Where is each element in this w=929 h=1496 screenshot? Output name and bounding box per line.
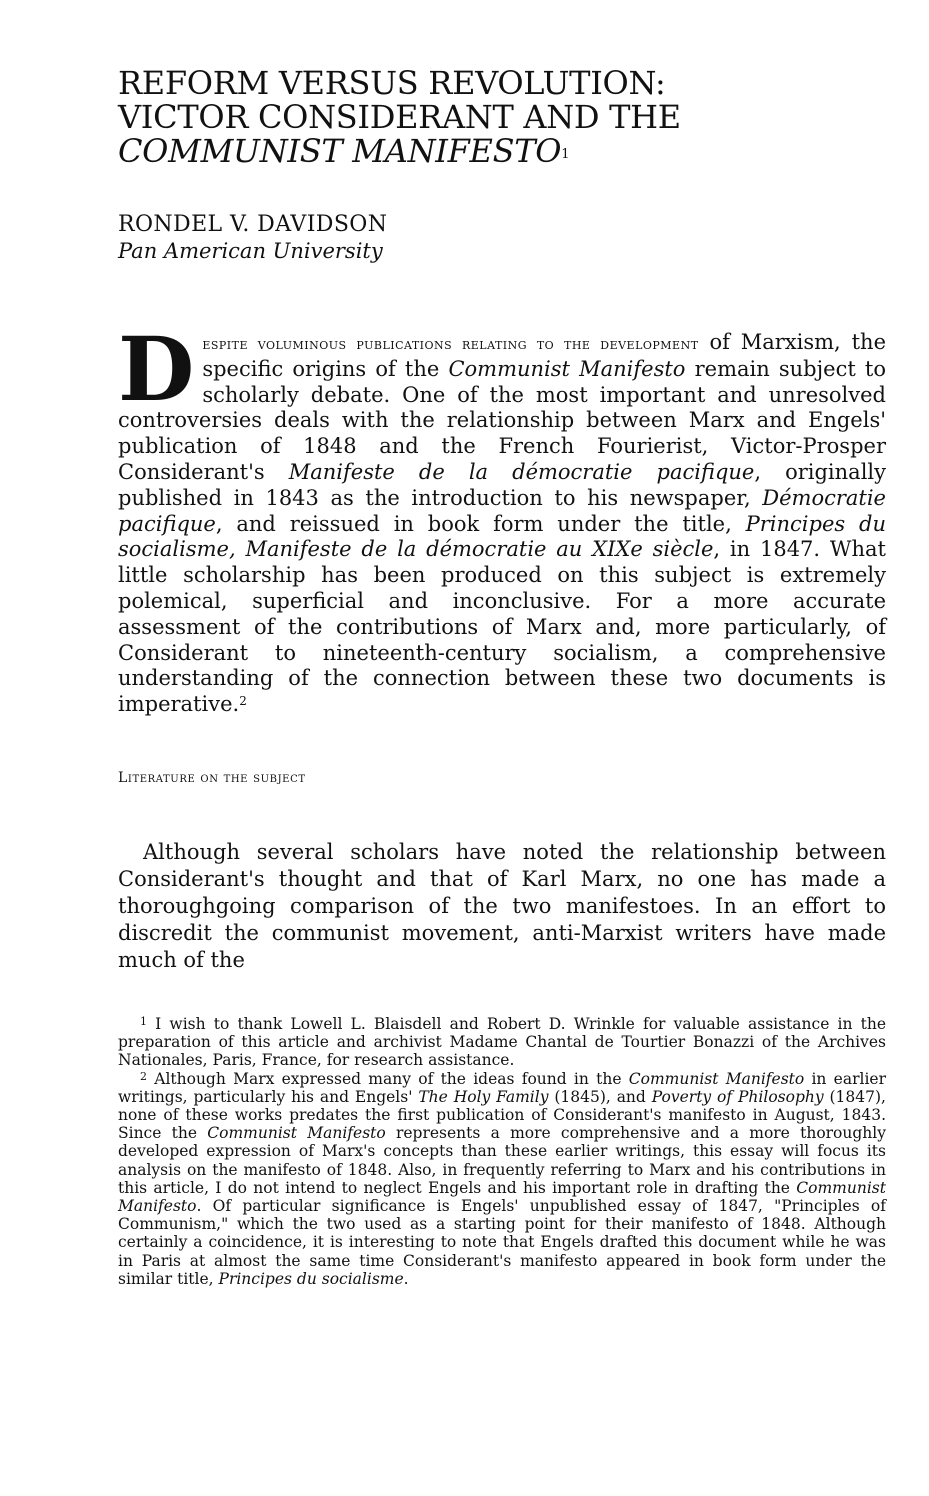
footnotes xyxy=(118,1015,886,1288)
footnote-2 xyxy=(118,1070,886,1288)
footnote-2-text-e: represents a more comprehensive and a more thoroughly developed expression of Marx's concepts than these earlier writings, this essay will focus its analysis on the manifesto of 1848. Also, in frequently referring to Marx and his contributions in this article, I do not intend to neglect Engels and his important role in drafting the xyxy=(118,1124,886,1197)
title-line-3 xyxy=(118,134,838,168)
intro-italic-3: Démocratie pacifique xyxy=(118,485,886,536)
section-paragraph: Although several scholars have noted the relationship between Considerant's thought and that of Karl Marx, no one has made a thoroughgoing comparison of the two manifestoes. In an effort to discredit the communist movement, anti-Marxist writers have made much of the xyxy=(118,840,886,972)
intro-italic-2: Manifeste de la démocratie pacifique xyxy=(288,459,755,484)
intro-italic-4: Principes du socialisme, Manifeste de la démocratie au XIXe siècle xyxy=(118,511,886,562)
title-line-1: REFORM VERSUS REVOLUTION: xyxy=(118,64,666,102)
footnote-1 xyxy=(118,1015,886,1070)
footnote-2-text-d: (1847), none of these works predates the first publication of Considerant's manifesto in August, 1843. Since the xyxy=(118,1087,886,1143)
author-affiliation: Pan American University xyxy=(118,239,383,263)
footnote-2-italic-3: Poverty of Philosophy xyxy=(651,1087,824,1106)
intro-text-4: , and reissued in book form under the title, xyxy=(215,511,746,536)
footnote-2-italic-1: Communist Manifesto xyxy=(628,1069,805,1088)
footnote-2-text-b: in earlier writings, particularly his and Engels' xyxy=(118,1069,886,1106)
title-line-2: VICTOR CONSIDERANT AND THE xyxy=(118,98,681,136)
author-name: RONDEL V. DAVIDSON xyxy=(118,212,388,237)
intro-text-2: remain subject to scholarly debate. One of the most important and unresolved controversies deals with the relationship between Marx and Engels' publication of 1848 and the French Fourierist, Victor-Prosper Considerant's xyxy=(118,356,886,484)
author-block xyxy=(118,212,387,264)
footnote-2-text-f: . Of particular significance is Engels' unpublished essay of 1847, "Principles of Communism," which the two used as a starting point for their manifesto of 1848. Although certainly a coincidence, it is interesting to note that Engels drafted this document while he was in Paris at almost the same time Considerant's manifesto appeared in book form under the similar title, xyxy=(118,1197,886,1288)
article-title xyxy=(118,66,838,168)
footnote-2-italic-5: Communist Manifesto xyxy=(118,1178,886,1216)
title-footnote-marker: 1 xyxy=(561,147,570,162)
intro-text-1: of Marxism, the specific origins of the xyxy=(202,330,887,381)
footnote-2-text-g: . xyxy=(403,1269,409,1288)
intro-footnote-marker: 2 xyxy=(239,694,247,709)
footnote-2-text-a: Although Marx expressed many of the ideas found in the xyxy=(147,1069,629,1088)
section-heading: Literature on the subject xyxy=(118,770,306,786)
footnote-1-text: I wish to thank Lowell L. Blaisdell and Robert D. Wrinkle for valuable assistance in the preparation of this article and archivist Madame Chantal de Tourtier Bonazzi of the Archives Nationales, Paris, France, for research assistance. xyxy=(118,1015,886,1070)
title-italic-text: COMMUNIST MANIFESTO xyxy=(118,132,562,170)
intro-text-5: , in 1847. What little scholarship has been produced on this subject is extremely polemical, superficial and inconclusive. For a more accurate assessment of the contributions of Marx and, more particularly, of Considerant to nineteenth-century socialism, a comprehensive understanding of the connection between these two documents is imperative. xyxy=(118,537,886,717)
footnote-2-italic-4: Communist Manifesto xyxy=(207,1124,386,1143)
intro-italic-1: Communist Manifesto xyxy=(448,356,686,381)
footnote-2-marker: 2 xyxy=(140,1069,147,1083)
intro-smallcaps-lead: espite voluminous publications relating to the development xyxy=(202,334,699,353)
intro-text-3: , originally published in 1843 as the introduction to his newspaper, xyxy=(118,459,886,510)
footnote-2-italic-6: Principes du socialisme xyxy=(218,1269,404,1288)
footnote-1-marker: 1 xyxy=(140,1015,147,1028)
intro-paragraph xyxy=(118,317,887,718)
footnote-2-text-c: (1845), and xyxy=(548,1087,652,1106)
footnote-2-italic-2: The Holy Family xyxy=(418,1087,549,1106)
drop-cap: D xyxy=(118,317,195,421)
